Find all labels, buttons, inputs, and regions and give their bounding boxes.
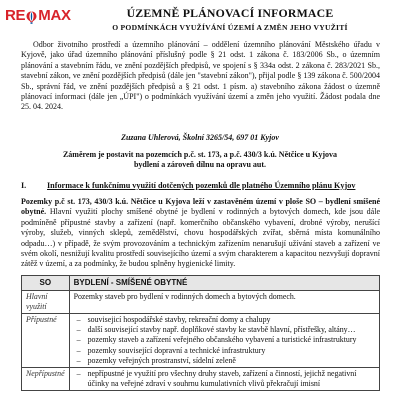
section-heading xyxy=(21,181,380,192)
list-item: – nepřípustné je využití pro všechny druhy staveb, zařízení a činností, jejichž negativní účinky na veřejné zdraví v souhrnu kumulativních vlivů překračují imisní xyxy=(74,369,375,389)
list-item: – pozemky související dopravní a technické infrastruktury xyxy=(74,346,375,356)
applicant-line: Zuzana Uhlerová, Školní 3265/54, 697 01 Kyjov xyxy=(121,133,279,142)
table-header-row xyxy=(22,276,380,291)
row-label: Přípustné xyxy=(22,314,70,368)
logo-text-left: RE xyxy=(5,7,26,25)
section-title: Informace k funkčnímu využití dotčených pozemků dle platného Územního plánu Kyjov xyxy=(47,181,356,190)
document-subtitle: O PODMÍNKÁCH VYUŽÍVÁNÍ ÚZEMÍ A ZMĚN JEHO VYUŽITÍ xyxy=(112,22,348,32)
list-item: – další související stavby např. doplňkové stavby ke stavbě hlavní, přístřešky, altány… xyxy=(74,325,375,335)
table-head-code: SO xyxy=(22,276,70,291)
zoning-table xyxy=(21,275,380,391)
zoning-paragraph xyxy=(21,197,380,270)
row-label: Hlavní využití xyxy=(22,291,70,314)
intent-statement: Záměrem je postavit na pozemcích p.č. st. 173, a p.č. 430/3 k.ú. Nětčice u Kyjova bydlení a zároveň dílnu na opravu aut. xyxy=(62,150,338,170)
logo-text-right: MAX xyxy=(38,7,71,25)
table-head-name: BYDLENÍ - SMÍŠENÉ OBYTNÉ xyxy=(69,276,379,291)
table-row xyxy=(22,367,380,390)
zoning-lead: Pozemky p.č st. 173, 430/3 k.ú. Nětčice u Kyjova leží v zastavěném území v ploše SO – bydlení smíšené obytné. xyxy=(21,197,380,217)
row-items xyxy=(69,314,379,368)
row-label: Nepřípustné xyxy=(22,367,70,390)
list-item: – pozemky staveb a zařízení veřejného občanského vybavení a turistické infrastruktury xyxy=(74,335,375,345)
table-row xyxy=(22,291,380,314)
table-row xyxy=(22,314,380,368)
list-item: – souvisejicí hospodářské stavby, rekreační domy a chalupy xyxy=(74,315,375,325)
intro-paragraph: Odbor životního prostředí a územního plánování – oddělení územního plánování Městského úřadu v Kyjově, jako úřad územního plánování příslušný podle § 21 odst. 1 zákona č. 183/2006 Sb., o územním plánování a stavebním řádu, ve znění pozdějších předpisů, ve spojení s § 334a odst. 2 zákona č. 283/2021 Sb., stavební zákon, ve znění pozdějších předpisů (dále jen "stavební zákon"), přijal podle § 139 zákona č. 500/2004 Sb., správní řád, ve znění pozdějších předpisů a § 21 odst. 1 písm. a) stavebního zákona žádost o územně plánovací informaci (dále jen „ÚPI") o podmínkách využívání území a změn jeho využití. Žádost podala dne 25. 04. 2024. xyxy=(21,40,380,112)
document-header xyxy=(0,7,400,32)
row-items xyxy=(69,367,379,390)
document-title: ÚZEMNĚ PLÁNOVACÍ INFORMACE xyxy=(126,6,334,20)
list-item: – pozemky veřejných prostranství, sídelní zeleně xyxy=(74,356,375,366)
zoning-rest: Hlavní využití plochy smíšené obytné je bydlení v rodinných a bytových domech, kde jsou dále podmíněně přípustné stavby a zařízení (např. komerčního občanského vybavení, drobné výroby, nerušící výroby, služeb, vinných sklepů, zemědělství, chovu hospodářských zvířat, sběrná místa komunálního odpadu…) v případě, že svým provozováním a technickým zařízením nenarušují užívání staveb a zařízení ve svém okolí, nesnižují kvalitu prostředí souvisejícího území a svým charakterem a kapacitou nezvyšují dopravní zátěž v území, a za podmínky, že budou splněny hygienické limity. xyxy=(21,207,380,269)
row-text: Pozemky staveb pro bydlení v rodinných domech a bytových domech. xyxy=(69,291,379,314)
section-number: I. xyxy=(21,181,27,190)
